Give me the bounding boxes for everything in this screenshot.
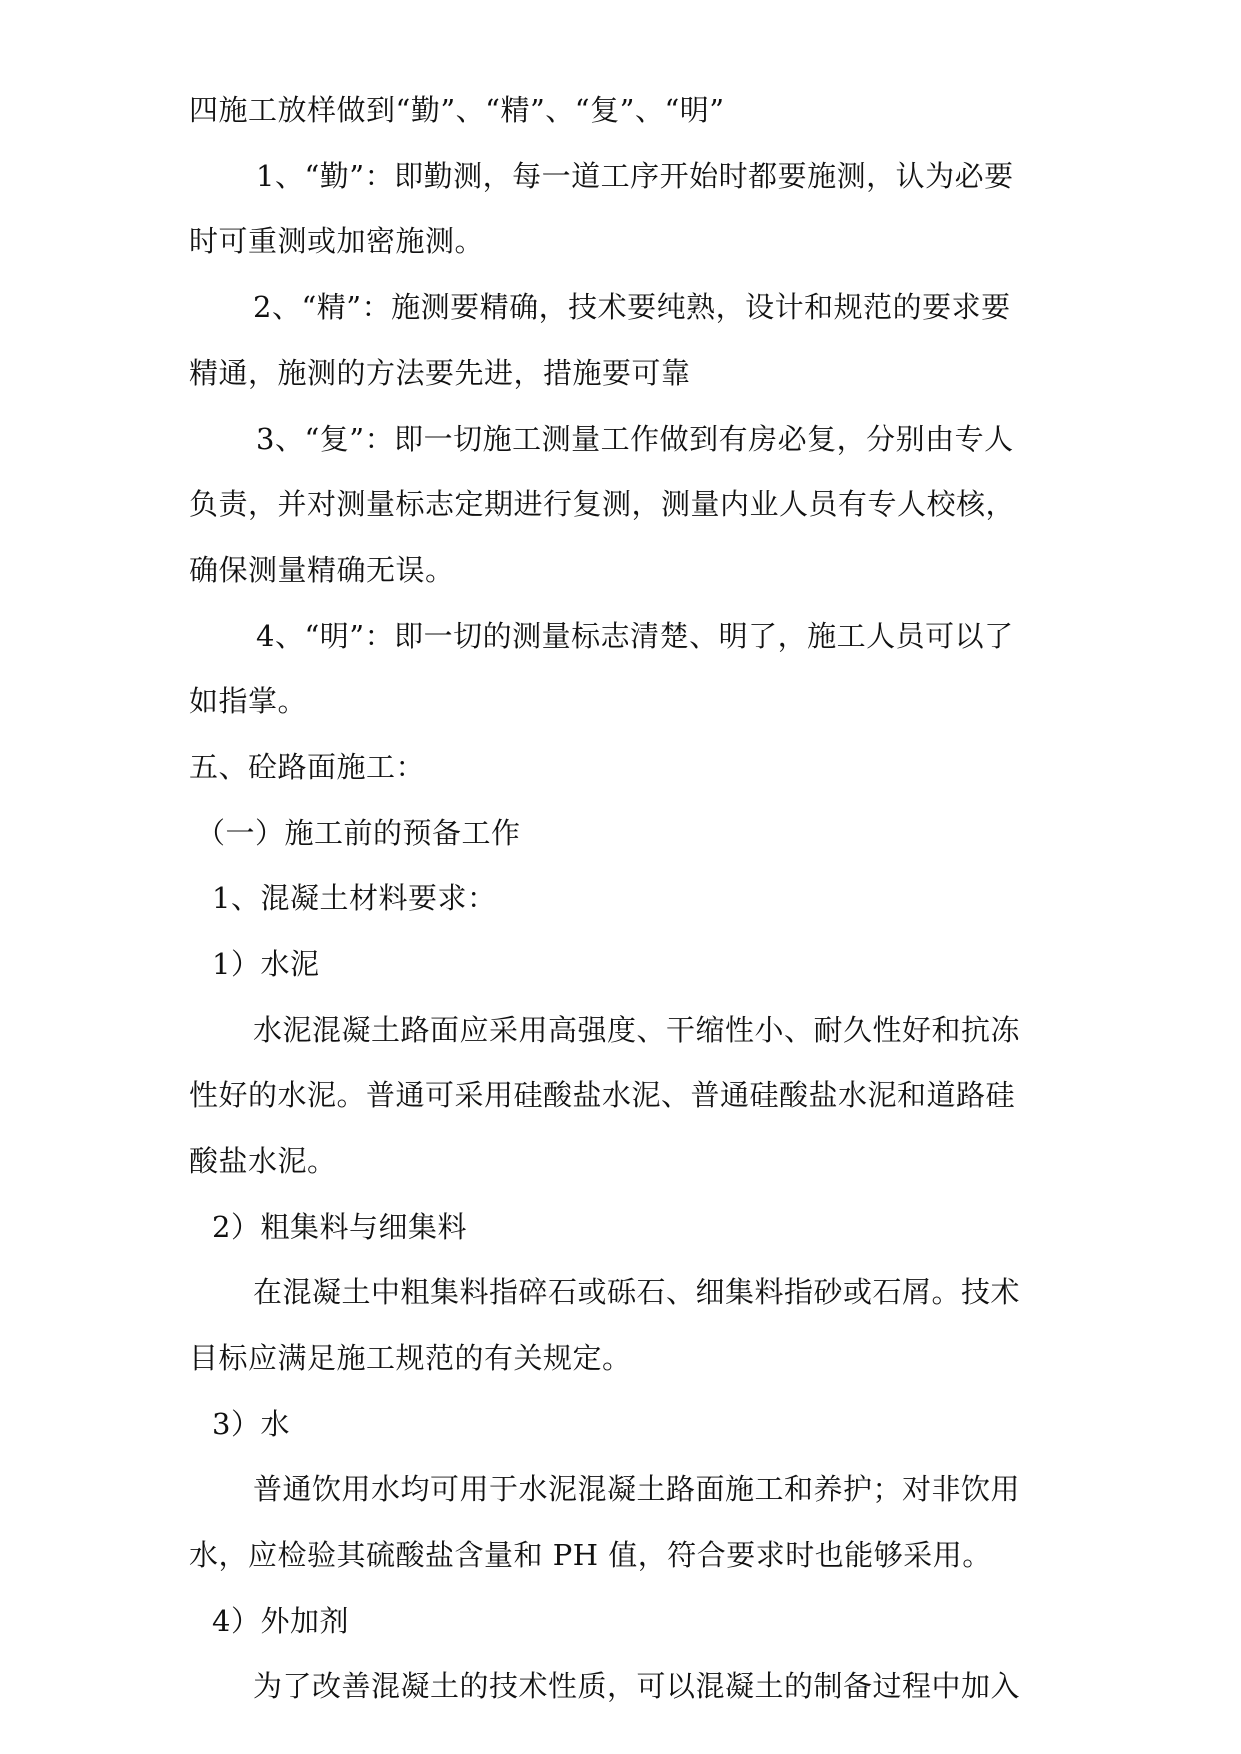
water-line-2: 水，应检验其硫酸盐含量和 PH 值，符合要求时也能够采用。: [189, 1538, 992, 1572]
item-4-line-2: 如指掌。: [189, 684, 308, 718]
item-1-line-2: 时可重测或加密施测。: [189, 224, 485, 258]
item-3-line-1: 3、“复”：即一切施工测量工作做到有房必复，分别由专人: [256, 422, 1014, 456]
subsection-1-heading: （一）施工前的预备工作: [196, 816, 521, 850]
cement-line-1: 水泥混凝土路面应采用高强度、干缩性小、耐久性好和抗冻: [253, 1013, 1021, 1047]
item-3-line-3: 确保测量精确无误。: [189, 553, 455, 587]
cement-title: 1）水泥: [212, 947, 320, 981]
aggregate-line-2: 目标应满足施工规范的有关规定。: [189, 1341, 632, 1375]
section-4-heading: 四施工放样做到“勤”、“精”、“复”、“明”: [189, 93, 725, 127]
section-5-heading: 五、砼路面施工：: [189, 750, 426, 784]
water-title: 3）水: [212, 1407, 290, 1441]
admixture-title: 4）外加剂: [212, 1604, 349, 1638]
material-requirements-heading: 1、混凝土材料要求：: [212, 881, 497, 915]
aggregate-title: 2）粗集料与细集料: [212, 1210, 467, 1244]
aggregate-line-1: 在混凝土中粗集料指碎石或砾石、细集料指砂或石屑。技术: [253, 1275, 1021, 1309]
item-3-line-2: 负责，并对测量标志定期进行复测，测量内业人员有专人校核，: [189, 487, 1016, 521]
water-line-1: 普通饮用水均可用于水泥混凝土路面施工和养护；对非饮用: [253, 1472, 1021, 1506]
item-1-line-1: 1、“勤”：即勤测，每一道工序开始时都要施测，认为必要: [256, 159, 1014, 193]
cement-line-2: 性好的水泥。普通可采用硅酸盐水泥、普通硅酸盐水泥和道路硅: [189, 1078, 1016, 1112]
cement-line-3: 酸盐水泥。: [189, 1144, 337, 1178]
item-2-line-2: 精通，施测的方法要先进，措施要可靠: [189, 356, 691, 390]
admixture-line-1: 为了改善混凝土的技术性质，可以混凝土的制备过程中加入: [253, 1669, 1021, 1703]
item-4-line-1: 4、“明”：即一切的测量标志清楚、明了，施工人员可以了: [256, 619, 1014, 653]
item-2-line-1: 2、“精”：施测要精确，技术要纯熟，设计和规范的要求要: [253, 290, 1011, 324]
